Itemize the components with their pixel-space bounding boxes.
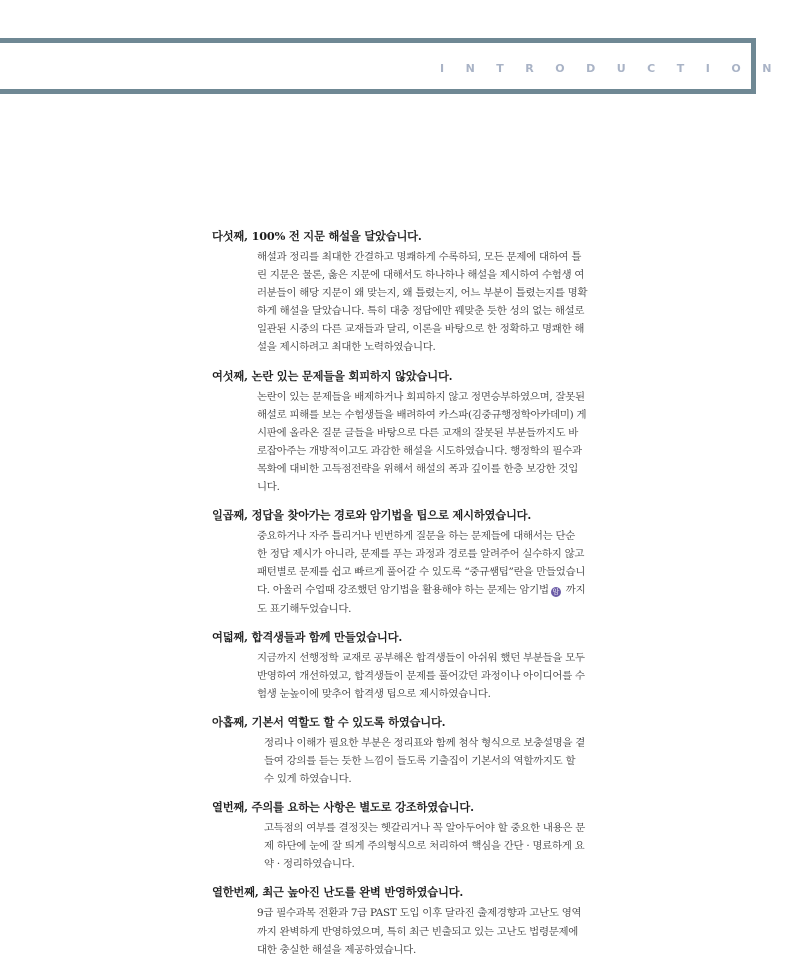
body-line-text: 다. 아울러 수업때 강조했던 암기법을 활용해야 하는 문제는 암기법 (257, 584, 549, 597)
section-body (264, 819, 632, 873)
section-eighth (212, 629, 632, 703)
body-line: 험생 눈높이에 맞추어 합격생 팁으로 제시하였습니다. (257, 687, 491, 700)
body-line: 설을 제시하려고 최대한 노력하였습니다. (257, 341, 436, 354)
body-line: 약 · 정리하였습니다. (264, 858, 355, 871)
section-body (264, 734, 632, 788)
body-line: 러분들이 해당 지문이 왜 맞는지, 왜 틀렸는지, 어느 부분이 틀렸는지를 명확 (257, 287, 588, 300)
body-line: 대한 충실한 해설을 제공하였습니다. (257, 943, 417, 956)
section-title: 열한번째, 최근 높아진 난도를 완벽 반영하였습니다. (212, 885, 464, 900)
body-line: 논란이 있는 문제들을 배제하거나 회피하지 않고 정면승부하였으며, 잘못된 (257, 390, 585, 403)
section-title: 여덟째, 합격생들과 함께 만들었습니다. (212, 629, 403, 644)
section-sixth (212, 368, 632, 497)
section-body (257, 904, 632, 958)
section-ninth (212, 714, 632, 788)
body-line: 들여 강의를 듣는 듯한 느낌이 들도록 기출집이 기본서의 역할까지도 할 (264, 754, 576, 767)
section-tenth (212, 799, 632, 873)
body-line: 까지 완벽하게 반영하였으며, 특히 최근 빈출되고 있는 고난도 법령문제에 (257, 925, 579, 938)
body-line: 로잡아주는 개방적이고도 과감한 해설을 시도하였습니다. 행정학의 필수과 (257, 444, 582, 457)
introduction-body (212, 228, 632, 970)
body-line: 9급 필수과목 전환과 7급 PAST 도입 이후 달라진 출제경향과 고난도 영역 (257, 907, 582, 920)
section-title: 여섯째, 논란 있는 문제들을 회피하지 않았습니다. (212, 368, 453, 383)
section-title: 다섯째, 100% 전 지문 해설을 달았습니다. (212, 229, 422, 243)
body-line: 린 지문은 물론, 옳은 지문에 대해서도 하나하나 해설을 제시하여 수험생 여 (257, 269, 585, 282)
body-line: 시판에 올라온 질문 글들을 바탕으로 다른 교재의 잘못된 부분들까지도 바 (257, 426, 579, 439)
body-line: 한 정답 제시가 아니라, 문제를 푸는 과정과 경로를 알려주어 실수하지 않고 (257, 548, 585, 561)
memo-icon: 암 (552, 588, 559, 597)
section-title: 열번째, 주의를 요하는 사항은 별도로 강조하였습니다. (212, 800, 474, 815)
section-body (257, 248, 632, 357)
body-line-text: 까지 (565, 584, 586, 597)
section-title: 아홉째, 기본서 역할도 할 수 있도록 하였습니다. (212, 714, 446, 729)
body-line: 목화에 대비한 고득점전략을 위해서 해설의 폭과 깊이를 한층 보강한 것입 (257, 462, 579, 475)
body-line: 수 있게 하였습니다. (264, 773, 352, 786)
body-line: 반영하여 개선하였고, 합격생들이 문제를 풀어갔던 과정이나 아이디어를 수 (257, 669, 585, 682)
body-line-with-icon (257, 581, 632, 599)
body-line: 중요하거나 자주 틀리거나 빈번하게 질문을 하는 문제들에 대해서는 단순 (257, 530, 576, 543)
section-eleventh (212, 884, 632, 958)
body-line: 하게 해설을 달았습니다. 특히 대충 정답에만 꿰맞춘 듯한 성의 없는 해설로 (257, 305, 585, 318)
body-line: 정리나 이해가 필요한 부분은 정리표와 함께 첨삭 형식으로 보충설명을 곁 (264, 736, 586, 749)
section-body (257, 527, 632, 617)
body-line: 제 하단에 눈에 잘 띄게 주의형식으로 처리하여 핵심을 간단 · 명료하게 요 (264, 840, 585, 853)
section-title: 일곱째, 정답을 찾아가는 경로와 암기법을 팁으로 제시하였습니다. (212, 508, 532, 523)
section-body (257, 649, 632, 703)
body-line: 지금까지 선행정학 교재로 공부해온 합격생들이 아쉬워 했던 부분들을 모두 (257, 651, 585, 664)
body-line: 일관된 시중의 다른 교재들과 달리, 이론을 바탕으로 한 정확하고 명쾌한 해 (257, 323, 585, 336)
section-fifth (212, 228, 632, 357)
body-line: 패턴별로 문제를 쉽고 빠르게 풀어갈 수 있도록 “중규쌤팁”란을 만들었습니 (257, 566, 586, 579)
body-line: 해설과 정리를 최대한 간결하고 명쾌하게 수록하되, 모든 문제에 대하여 틀 (257, 251, 582, 263)
section-seventh (212, 507, 632, 617)
section-header-label: INTRODUCTION (440, 62, 793, 75)
body-line: 니다. (257, 481, 280, 494)
body-line: 고득점의 여부를 결정짓는 헷갈리거나 꼭 알아두어야 할 중요한 내용은 문 (264, 822, 586, 835)
section-body (257, 388, 632, 497)
body-line: 해설로 피해를 보는 수험생들을 배려하여 카스파(김중규행정학아카데미) 게 (257, 408, 587, 421)
body-line: 도 표기해두었습니다. (257, 602, 352, 615)
